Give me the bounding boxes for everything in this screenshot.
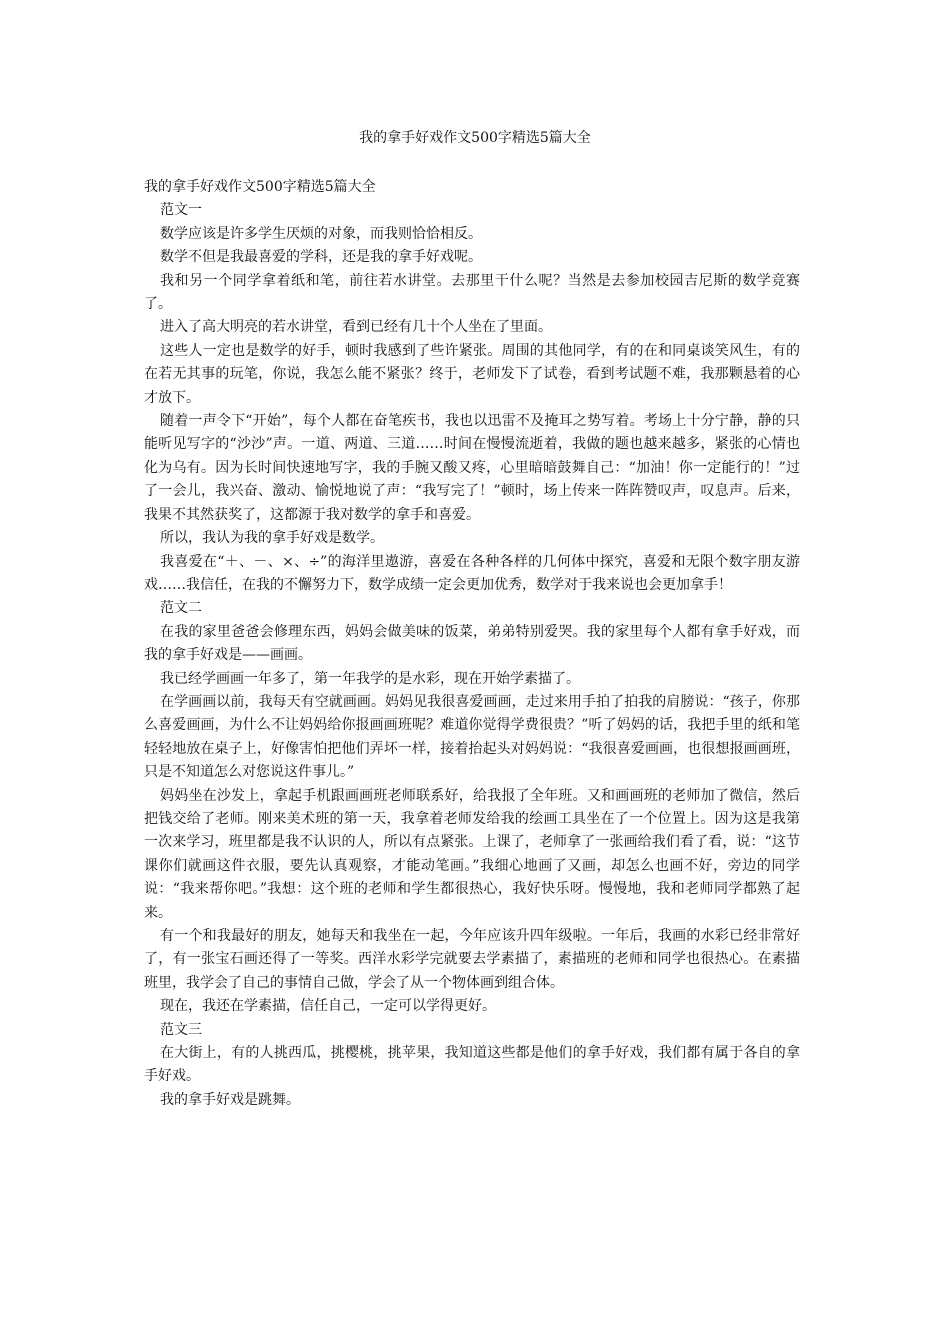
paragraph: 在大街上，有的人挑西瓜，挑樱桃，挑苹果，我知道这些都是他们的拿手好戏，我们都有属于各自的拿手好戏。	[144, 1045, 800, 1085]
document-body	[144, 176, 800, 1112]
paragraph: 在我的家里爸爸会修理东西，妈妈会做美味的饭菜，弟弟特别爱哭。我的家里每个人都有拿手好戏，而我的拿手好戏是——画画。	[144, 623, 800, 664]
paragraph: 现在，我还在学素描，信任自己，一定可以学得更好。	[160, 998, 496, 1015]
section-heading: 范文一	[160, 202, 202, 219]
paragraph: 随着一声令下“开始”，每个人都在奋笔疾书，我也以迅雷不及掩耳之势写着。考场上十分宁静，静的只能听见写字的“沙沙”声。一道、两道、三道……时间在慢慢流逝着，我做的题也越来越多，紧张的心情也化为乌有。因为长时间快速地写字，我的手腕又酸又疼，心里暗暗鼓舞自己：“加油！你一定能行的！”过了一会儿，我兴奋、激动、愉悦地说了声：“我写完了！”顿时，场上传来一阵阵赞叹声，叹息声。后来，我果不其然获奖了，这都源于我对数学的拿手和喜爱。	[144, 413, 800, 523]
paragraph: 我已经学画画一年多了，第一年我学的是水彩，现在开始学素描了。	[160, 670, 580, 687]
paragraph: 我的拿手好戏是跳舞。	[160, 1091, 300, 1108]
section-heading: 范文二	[160, 600, 202, 617]
paragraph: 数学应该是许多学生厌烦的对象，而我则恰恰相反。	[160, 225, 482, 242]
paragraph: 我和另一个同学拿着纸和笔，前往若水讲堂。去那里干什么呢？当然是去参加校园吉尼斯的数学竞赛了。	[144, 272, 800, 313]
paragraph: 妈妈坐在沙发上，拿起手机跟画画班老师联系好，给我报了全年班。又和画画班的老师加了微信，然后把钱交给了老师。刚来美术班的第一天，我拿着老师发给我的绘画工具坐在了一个位置上。因为这是我第一次来学习，班里都是我不认识的人，所以有点紧张。上课了，老师拿了一张画给我们看了看，说：“这节课你们就画这件衣服，要先认真观察，才能动笔画。”我细心地画了又画，却怎么也画不好，旁边的同学说：“我来帮你吧。”我想：这个班的老师和学生都很热心，我好快乐呀。慢慢地，我和老师同学都熟了起来。	[144, 787, 800, 921]
paragraph: 进入了高大明亮的若水讲堂，看到已经有几十个人坐在了里面。	[160, 319, 552, 336]
paragraph: 所以，我认为我的拿手好戏是数学。	[160, 530, 384, 547]
paragraph: 在学画画以前，我每天有空就画画。妈妈见我很喜爱画画，走过来用手拍了拍我的肩膀说：“孩子，你那么喜爱画画，为什么不让妈妈给你报画画班呢？难道你觉得学费很贵？”听了妈妈的话，我把手里的纸和笔轻轻地放在桌子上，好像害怕把他们弄坏一样，接着抬起头对妈妈说：“我很喜爱画画，也很想报画画班，只是不知道怎么对您说这件事儿。”	[144, 693, 800, 781]
paragraph: 我喜爱在“＋、－、×、÷”的海洋里遨游，喜爱在各种各样的几何体中探究，喜爱和无限个数字朋友游戏……我信任，在我的不懈努力下，数学成绩一定会更加优秀，数学对于我来说也会更加拿手！	[144, 553, 800, 593]
document-title: 我的拿手好戏作文500字精选5篇大全	[359, 130, 591, 146]
section-heading: 范文三	[160, 1021, 202, 1038]
document-subtitle: 我的拿手好戏作文500字精选5篇大全	[144, 179, 376, 195]
paragraph: 数学不但是我最喜爱的学科，还是我的拿手好戏呢。	[160, 249, 482, 266]
paragraph: 有一个和我最好的朋友，她每天和我坐在一起，今年应该升四年级啦。一年后，我画的水彩已经非常好了，有一张宝石画还得了一等奖。西洋水彩学完就要去学素描了，素描班的老师和同学也很热心。在素描班里，我学会了自己的事情自己做，学会了从一个物体画到组合体。	[144, 928, 800, 991]
paragraph: 这些人一定也是数学的好手，顿时我感到了些许紧张。周围的其他同学，有的在和同桌谈笑风生，有的在若无其事的玩笔，你说，我怎么能不紧张？终于，老师发下了试卷，看到考试题不难，我那颗悬着的心才放下。	[144, 342, 800, 406]
